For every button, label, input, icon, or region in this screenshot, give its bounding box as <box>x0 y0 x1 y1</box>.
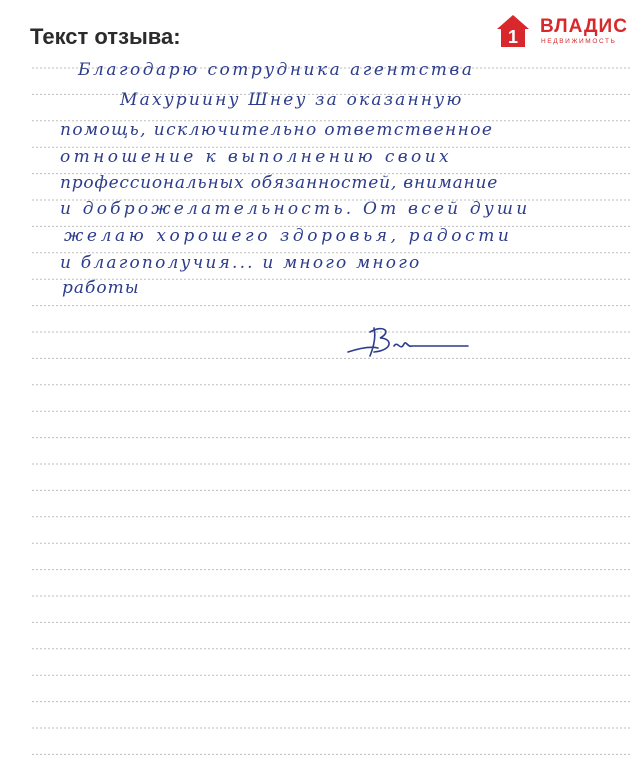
review-line: желаю хорошего здоровья, радости <box>64 226 513 246</box>
logo-name: ВЛАДИС <box>540 16 628 37</box>
review-line: помощь, исключительно ответственное <box>60 120 494 140</box>
signature-icon <box>340 318 480 363</box>
review-line: отношение к выполнению своих <box>60 147 453 167</box>
review-line: профессиональных обязанностей, внимание <box>60 173 499 193</box>
review-line: работы <box>62 278 140 298</box>
review-line: и доброжелательность. От всей души <box>60 199 531 219</box>
page-title: Текст отзыва: <box>30 24 181 49</box>
review-line: и благополучия... и много много <box>60 253 422 273</box>
review-line: Махуриину Шнеу за оказанную <box>120 90 464 110</box>
review-line: Благодарю сотрудника агентства <box>78 60 475 80</box>
logo-mark-digit: 1 <box>507 27 519 47</box>
logo-subtitle: НЕДВИЖИМОСТЬ <box>541 38 617 45</box>
